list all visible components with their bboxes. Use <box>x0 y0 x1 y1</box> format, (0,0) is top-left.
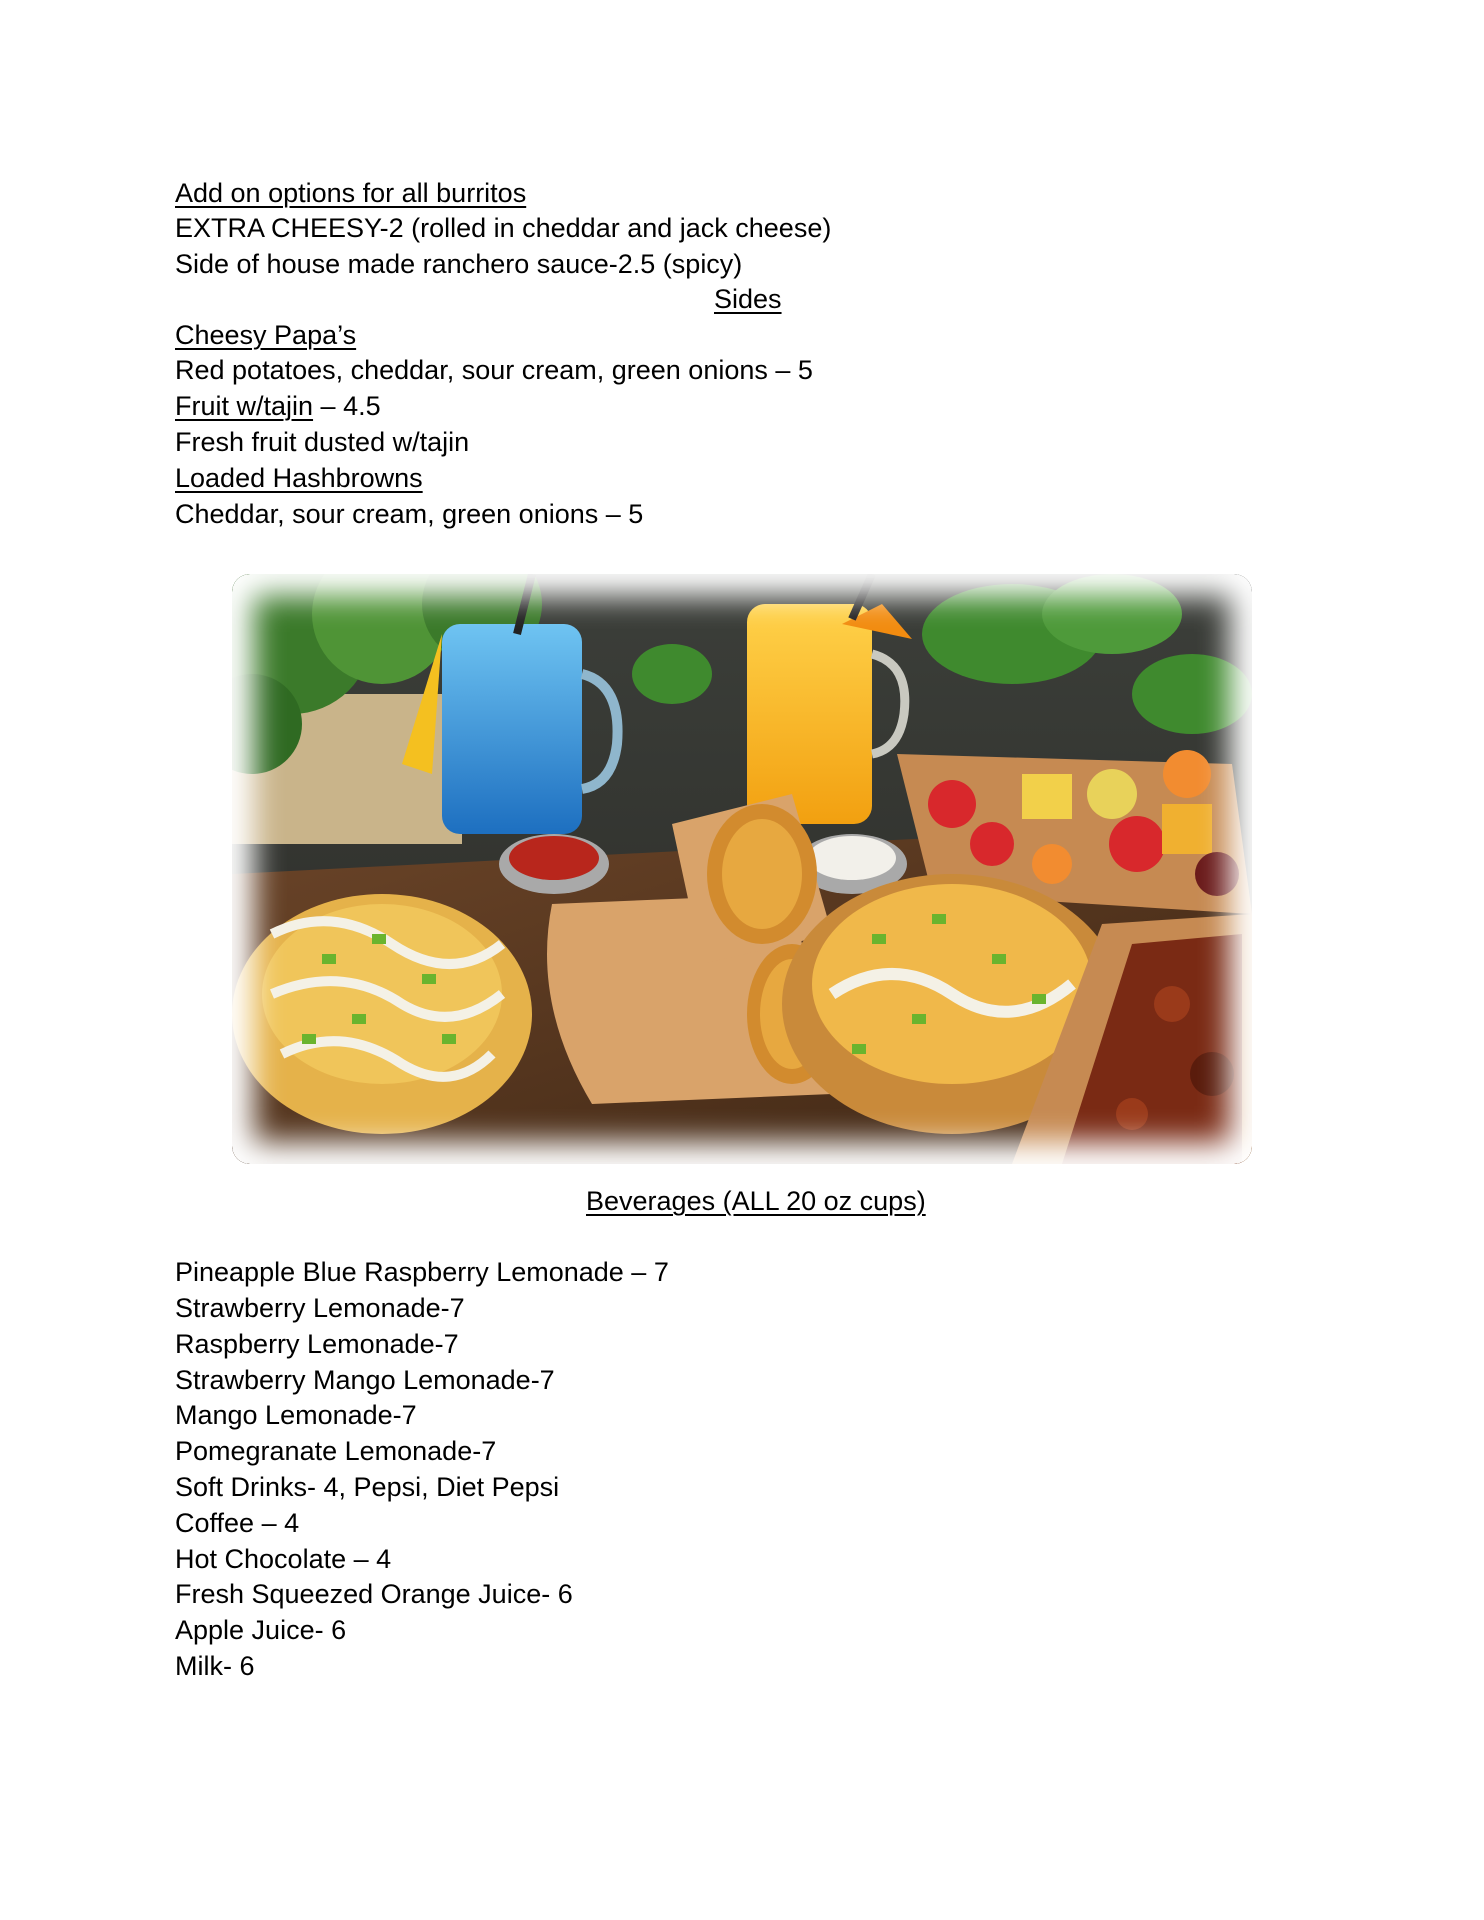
addon-extra-cheesy: EXTRA CHEESY-2 (rolled in cheddar and jack cheese) <box>175 213 832 243</box>
food-photo <box>232 574 1252 1164</box>
addons-heading: Add on options for all burritos <box>175 178 527 208</box>
beverages-heading: Beverages (ALL 20 oz cups) <box>586 1186 926 1216</box>
side-cheesy-papas-desc: Red potatoes, cheddar, sour cream, green onions – 5 <box>175 355 813 385</box>
beverage-item: Soft Drinks- 4, Pepsi, Diet Pepsi <box>175 1472 560 1502</box>
side-fruit-desc: Fresh fruit dusted w/tajin <box>175 427 470 457</box>
beverage-item: Strawberry Mango Lemonade-7 <box>175 1365 555 1395</box>
sides-heading: Sides <box>714 284 782 314</box>
side-loaded-hashbrowns-name: Loaded Hashbrowns <box>175 463 423 493</box>
beverage-item: Fresh Squeezed Orange Juice- 6 <box>175 1579 573 1609</box>
side-fruit-price: – 4.5 <box>313 391 381 421</box>
beverage-item: Milk- 6 <box>175 1651 255 1681</box>
beverage-item: Pomegranate Lemonade-7 <box>175 1436 497 1466</box>
beverage-item: Mango Lemonade-7 <box>175 1400 417 1430</box>
side-fruit-name: Fruit w/tajin <box>175 391 314 421</box>
beverage-item: Apple Juice- 6 <box>175 1615 347 1645</box>
food-photo-icon <box>232 574 1252 1164</box>
side-cheesy-papas-name: Cheesy Papa’s <box>175 320 357 350</box>
side-fruit-row <box>175 389 381 423</box>
side-loaded-hashbrowns-desc: Cheddar, sour cream, green onions – 5 <box>175 499 644 529</box>
beverage-item: Strawberry Lemonade-7 <box>175 1293 465 1323</box>
beverage-item: Hot Chocolate – 4 <box>175 1544 392 1574</box>
beverage-item: Raspberry Lemonade-7 <box>175 1329 459 1359</box>
beverage-item: Coffee – 4 <box>175 1508 300 1538</box>
addon-ranchero-sauce: Side of house made ranchero sauce-2.5 (spicy) <box>175 249 743 279</box>
beverage-item: Pineapple Blue Raspberry Lemonade – 7 <box>175 1257 669 1287</box>
